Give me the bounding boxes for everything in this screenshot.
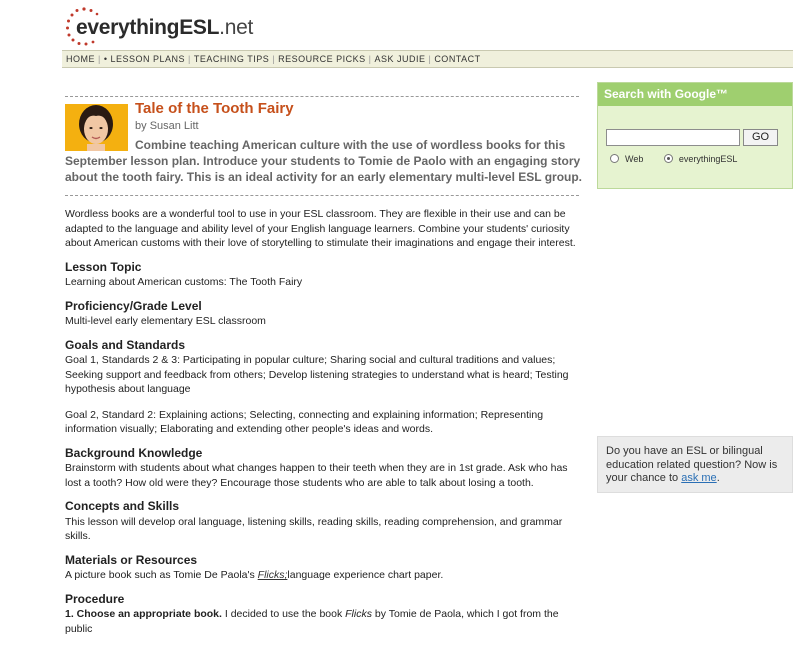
intro-paragraph: Wordless books are a wonderful tool to use in your ESL classroom. They are flexible in their use and can be adapted to the language and ability level of your English language learners. Combine your students' curiosity about American customs with their love of storytelling to stimulate their imaginations and engage their interest. bbox=[65, 208, 576, 249]
article-title: Tale of the Tooth Fairy bbox=[135, 100, 294, 117]
nav-separator: | bbox=[428, 54, 432, 64]
nav-contact[interactable]: CONTACT bbox=[434, 54, 481, 64]
flicks-link[interactable]: Flicks; bbox=[257, 569, 288, 581]
search-input[interactable] bbox=[606, 129, 740, 146]
section-text-materials bbox=[65, 568, 585, 583]
section-heading-goals: Goals and Standards bbox=[65, 337, 186, 352]
section-text-goals-2: Goal 2, Standard 2: Explaining actions; Selecting, connecting and explaining information; Representing information visually; Elaborating and extending other people's ideas and words. bbox=[65, 408, 544, 435]
materials-prefix: A picture book such as Tomie De Paola's bbox=[65, 569, 255, 581]
divider-top bbox=[65, 96, 579, 97]
radio-web-label: Web bbox=[625, 153, 644, 164]
section-heading-lesson-topic: Lesson Topic bbox=[65, 259, 142, 274]
author-link[interactable]: Susan Litt bbox=[149, 120, 199, 132]
radio-web[interactable] bbox=[610, 154, 619, 163]
ask-text: Do you have an ESL or bilingual education related question? Now is your chance to bbox=[606, 445, 778, 484]
nav-ask-judie[interactable]: ASK JUDIE bbox=[374, 54, 426, 64]
site-logo[interactable] bbox=[64, 6, 304, 46]
nav-separator: | bbox=[98, 54, 101, 64]
ask-me-link[interactable]: ask me bbox=[681, 472, 717, 484]
section-heading-materials: Materials or Resources bbox=[65, 552, 198, 567]
procedure-text-b: by Tomie de Paola, which I got from the public bbox=[65, 608, 559, 635]
article-byline bbox=[135, 120, 199, 132]
section-heading-concepts: Concepts and Skills bbox=[65, 499, 180, 513]
byline-prefix: by bbox=[135, 120, 147, 132]
top-nav bbox=[62, 50, 793, 68]
ask-text-end: . bbox=[716, 472, 720, 484]
logo-main-text: everythingESL bbox=[76, 16, 220, 39]
section-text-lesson-topic: Learning about American customs: The Tooth Fairy bbox=[65, 276, 303, 288]
section-text-proficiency: Multi-level early elementary ESL classroom bbox=[65, 315, 266, 327]
radio-everythingesl[interactable] bbox=[664, 154, 673, 163]
section-text-background: Brainstorm with students about what changes happen to their teeth when they are in 1st grade. Ask who has lost a tooth? How old were they? Encourage those students who are able to talk about losing a tooth. bbox=[65, 462, 568, 489]
nav-separator: | bbox=[272, 54, 276, 64]
article-intro: Combine teaching American culture with the use of wordless books for this September lesson plan. Introduce your students to Tomie de Paolo with an engaging story about the tooth fairy. This is an ideal activity for an early elementary multi-level ESL group. bbox=[65, 138, 583, 184]
section-text-procedure bbox=[65, 607, 585, 636]
nav-home[interactable]: HOME bbox=[66, 54, 95, 64]
nav-separator: | bbox=[368, 54, 372, 64]
section-text-goals-1: Goal 1, Standards 2 & 3: Participating in popular culture; Sharing social and cultural traditions and values; Seeking support and feedback from others; Develop listening strategies to understand what is heard; Testing hypothesis about language bbox=[65, 354, 569, 395]
article-body bbox=[65, 207, 585, 645]
section-heading-background: Background Knowledge bbox=[65, 445, 203, 460]
materials-suffix: language experience chart paper. bbox=[287, 569, 444, 581]
ask-question-panel bbox=[597, 436, 793, 493]
divider-bottom bbox=[65, 195, 579, 196]
nav-teaching-tips[interactable]: TEACHING TIPS bbox=[193, 54, 270, 64]
search-heading: Search with Google™ bbox=[598, 83, 792, 106]
procedure-text-a: I decided to use the book bbox=[224, 608, 343, 620]
search-scope-options bbox=[610, 153, 755, 164]
section-heading-procedure: Procedure bbox=[65, 591, 125, 606]
logo-suffix-text: .net bbox=[219, 16, 253, 39]
logo-wordmark bbox=[76, 16, 253, 40]
nav-lesson-plans[interactable]: • LESSON PLANS bbox=[103, 54, 186, 64]
procedure-book-title: Flicks bbox=[345, 608, 372, 620]
nav-separator: | bbox=[188, 54, 191, 64]
search-go-button[interactable]: GO bbox=[743, 129, 778, 146]
nav-resource-picks[interactable]: RESOURCE PICKS bbox=[278, 54, 366, 64]
procedure-step-title: 1. Choose an appropriate book. bbox=[65, 608, 222, 620]
section-heading-proficiency: Proficiency/Grade Level bbox=[65, 298, 202, 313]
google-search-panel bbox=[597, 82, 793, 189]
radio-everythingesl-label: everythingESL bbox=[678, 153, 738, 164]
section-text-concepts: This lesson will develop oral language, listening skills, reading skills, reading comprehension, and grammar skills. bbox=[65, 515, 563, 542]
